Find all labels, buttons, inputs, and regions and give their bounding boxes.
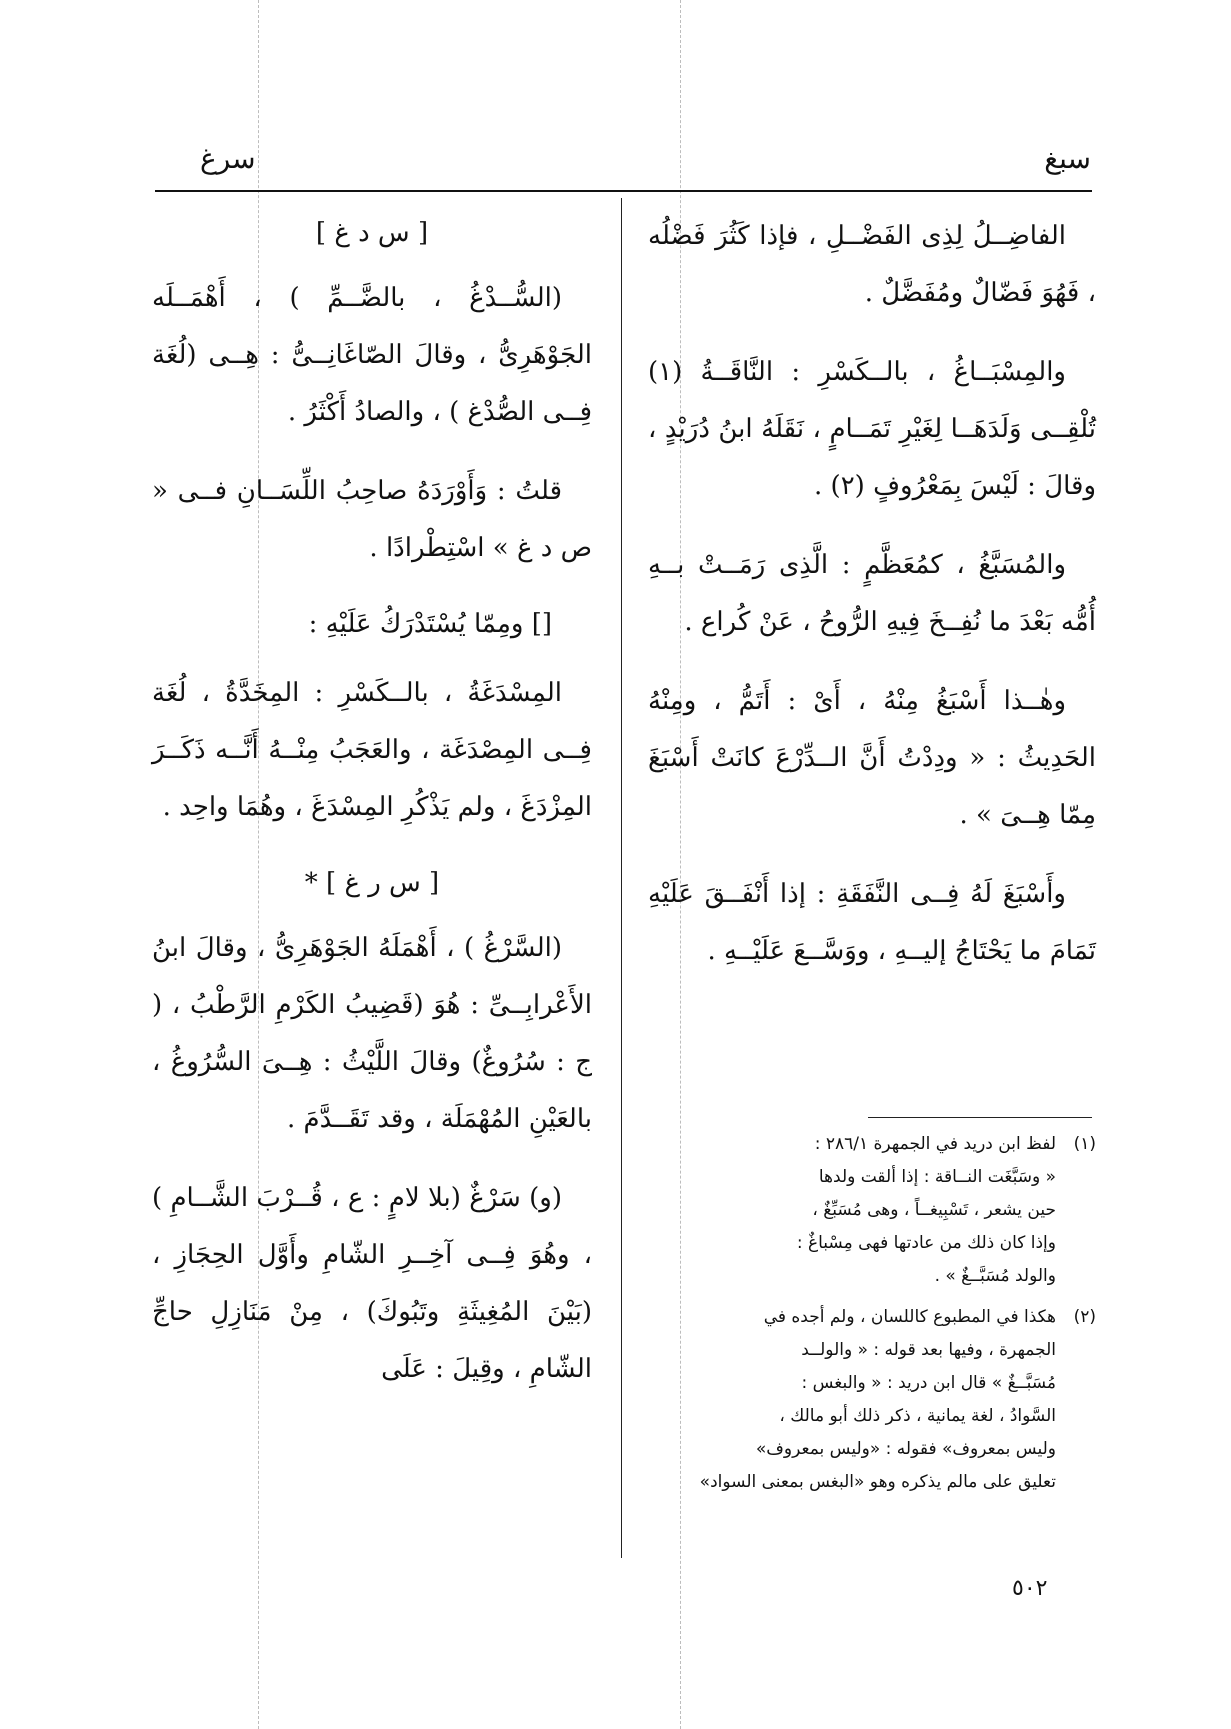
right-column	[648, 208, 1096, 1002]
footnotes	[648, 1128, 1096, 1507]
footnote-line: وليس بمعروف» فقوله : «وليس بمعروف»	[755, 1439, 1056, 1459]
header-left-word: سرغ	[200, 142, 256, 175]
paragraph: وأَسْبَغَ لَهُ فِــى النَّفَقَةِ : إذا أَنْفَــقَ عَلَيْهِ تَمَامَ ما يَحْتَاجُ إليــهِ ، ووَسَّــعَ عَلَيْــهِ .	[648, 879, 1096, 966]
footnote-line: الجمهرة ، وفيها بعد قوله : « والولــد	[801, 1340, 1056, 1360]
paragraph: الفاضِــلُ لِذِى الفَضْــلِ ، فإذا كَثُرَ فَضْلُه ، فَهُوَ فَضّالٌ ومُفَضَّلٌ .	[648, 221, 1096, 308]
column-divider	[621, 198, 622, 1558]
footnote-line: حين يشعر ، تَسْبِيغــاً ، وهى مُسَبِّغٌ ،	[812, 1200, 1056, 1220]
footnote-line: مُسَبَّــغٌ » قال ابن دريد : « والبغس :	[801, 1373, 1056, 1393]
paragraph: (السُّــدْغُ ، بالضَّــمِّ ) ، أَهْمَــلَه الجَوْهَرِىُّ ، وقالَ الصّاغَانِــىُّ : هِــى (لُغَة فِــى الصُّدْغ ) ، والصادُ أَكْثَرُ .	[152, 283, 592, 427]
header-right-word: سبغ	[1044, 142, 1091, 175]
footnote-rule	[868, 1117, 1092, 1118]
footnote-2	[648, 1301, 1096, 1499]
footnote-line: والولد مُسَبَّــغٌ » .	[934, 1266, 1056, 1286]
footnote-line: « وسَبَّغَت النــاقة : إذا ألقت ولدها	[818, 1167, 1056, 1187]
footnote-line: وإذا كان ذلك من عادتها فهى مِسْباغٌ :	[796, 1233, 1056, 1253]
left-column	[152, 208, 592, 1420]
paragraph: المِسْدَغَةُ ، بالــكَسْرِ : المِخَدَّةُ ، لُغَة فِــى المِصْدَغَة ، والعَجَبُ مِنْــهُ أَنَّــه ذَكَــرَ المِزْدَغَ ، ولم يَذْكُرِ المِسْدَغَ ، وهُمَا واحِد .	[152, 678, 592, 822]
paragraph: قلتُ : وَأَوْرَدَهُ صاحِبُ اللِّسَــانِ فــى « ص د غ » اسْتِطْرادًا .	[152, 476, 592, 563]
footnote-1	[648, 1128, 1096, 1293]
footnote-line: السَّوادُ ، لغة يمانية ، ذكر ذلك أبو مالك ،	[779, 1406, 1056, 1426]
footnote-number: (١)	[1073, 1134, 1096, 1154]
paragraph: وهٰــذا أَسْبَغُ مِنْهُ ، أَىْ : أَتَمُّ ، ومِنْهُ الحَدِيثُ : « ودِدْتُ أَنَّ الــدِّرْعَ كانَتْ أَسْبَغَ مِمّا هِــىَ » .	[648, 686, 1096, 830]
page-number: ٥٠٢	[1012, 1576, 1048, 1601]
entry-title: [ س ر غ ] *	[304, 868, 440, 898]
mustadrak-heading: [] ومِمّا يُسْتَدْرَكُ عَلَيْهِ :	[308, 609, 552, 639]
paragraph: (السَّرْغُ ) ، أَهْمَلَهُ الجَوْهَرِىُّ ، وقالَ ابنُ الأَعْرابِــىِّ : هُوَ (قَضِيبُ الكَرْمِ الرَّطْبُ ، ( ج : سُرُوغٌ) وقالَ اللَّيْثُ : هِــىَ السُّرُوغُ ، بالعَيْنِ المُهْمَلَة ، وقد تَقَــدَّمَ .	[152, 933, 592, 1134]
footnote-line: لفظ ابن دريد في الجمهرة ٢٨٦/١ :	[814, 1134, 1056, 1154]
header-rule	[155, 190, 1092, 192]
paragraph: (و) سَرْغٌ (بلا لامٍ : ع ، قُــرْبَ الشَّــامِ ) ، وهُوَ فِــى آخِــرِ الشّامِ وأَوَّل الحِجَازِ ، (بَيْنَ المُغِيثَةِ وتَبُوكَ) ، مِنْ مَنَازِلِ حاجِّ الشّامِ ، وقِيلَ : عَلَى	[152, 1183, 592, 1384]
footnote-number: (٢)	[1073, 1307, 1096, 1327]
footnote-line: هكذا في المطبوع كاللسان ، ولم أجده في	[763, 1307, 1056, 1327]
paragraph: والمُسَبَّغُ ، كمُعَظَّمٍ : الَّذِى رَمَــتْ بــهِ أُمُّه بَعْدَ ما نُفِــخَ فِيهِ الرُّوحُ ، عَنْ كُراع .	[648, 550, 1096, 637]
paragraph: والمِسْبَــاغُ ، بالــكَسْرِ : النَّاقَــةُ (١) تُلْقِــى وَلَدَهَــا لِغَيْرِ تَمَــامٍ ، نَقَلَهُ ابنُ دُرَيْدٍ ، وقالَ : لَيْسَ بِمَعْرُوفٍ (٢) .	[648, 357, 1096, 501]
entry-title: [ س د غ ]	[315, 218, 429, 248]
footnote-line: تعليق على مالم يذكره وهو «البغس بمعنى السواد»	[699, 1472, 1056, 1492]
